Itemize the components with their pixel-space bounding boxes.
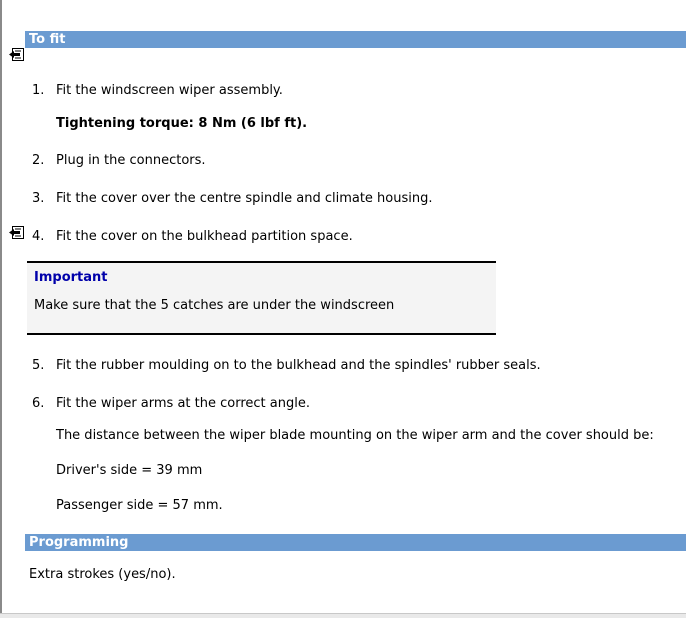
step-number: 1. [32,83,45,98]
step-6 [32,396,310,411]
step-5 [32,358,541,373]
passenger-side-distance: Passenger side = 57 mm. [56,498,223,513]
step-3 [32,191,433,206]
step-1 [32,83,283,98]
step-4 [32,229,353,244]
step-number: 2. [32,153,45,168]
tightening-torque: Tightening torque: 8 Nm (6 lbf ft). [56,116,308,131]
section-header-programming: Programming [25,534,686,551]
important-note [27,261,496,335]
programming-text: Extra strokes (yes/no). [29,567,176,582]
step-number: 5. [32,358,45,373]
back-arrow-icon[interactable] [9,226,24,239]
step-text: Fit the windscreen wiper assembly. [56,83,283,98]
step-text: Fit the wiper arms at the correct angle. [56,396,310,411]
step-2 [32,153,206,168]
step-text: Plug in the connectors. [56,153,206,168]
bottom-border [0,613,686,618]
important-title: Important [34,270,108,285]
step-text: Fit the rubber moulding on to the bulkhead and the spindles' rubber seals. [56,358,541,373]
section-header-to-fit: To fit [25,31,686,48]
step-number: 3. [32,191,45,206]
step-text: Fit the cover on the bulkhead partition space. [56,229,353,244]
step-text: Fit the cover over the centre spindle and climate housing. [56,191,433,206]
drivers-side-distance: Driver's side = 39 mm [56,463,203,478]
important-text: Make sure that the 5 catches are under the windscreen [34,298,395,313]
step-number: 6. [32,396,45,411]
step-number: 4. [32,229,45,244]
distance-note: The distance between the wiper blade mounting on the wiper arm and the cover should be: [56,428,654,443]
left-border [0,0,2,613]
back-arrow-icon[interactable] [9,48,24,61]
